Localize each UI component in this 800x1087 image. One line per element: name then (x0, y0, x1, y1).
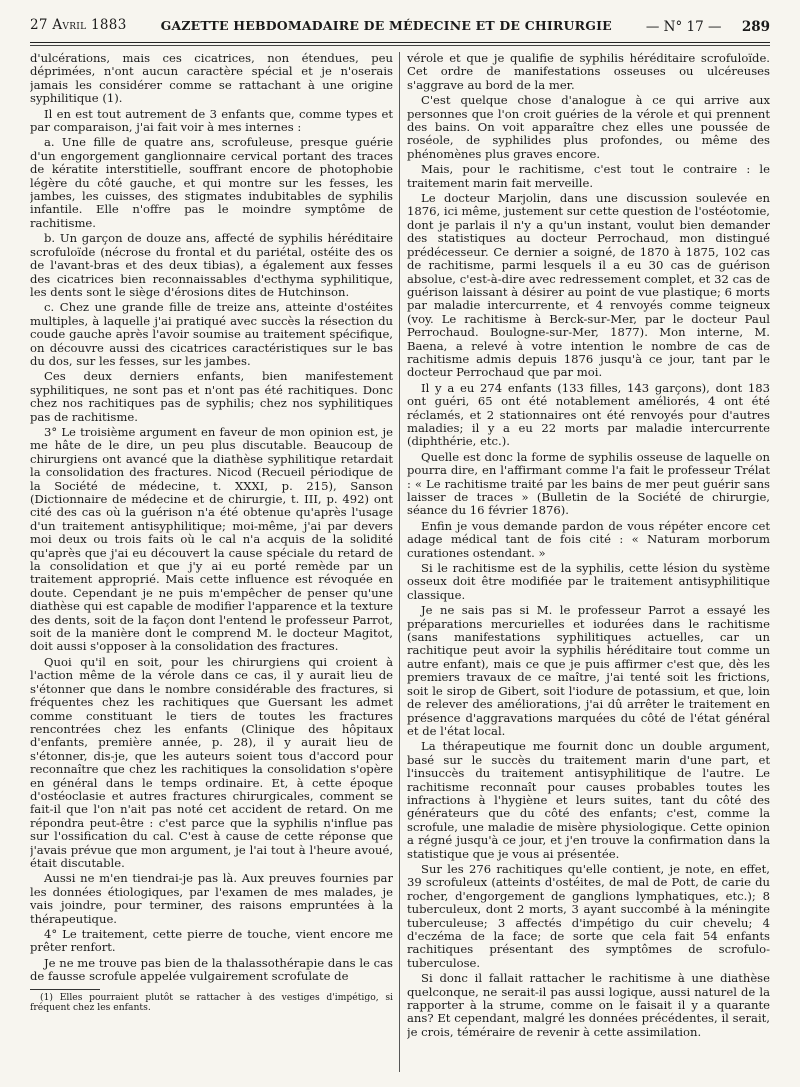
paragraph: Sur les 276 rachitiques qu'elle contient, je note, en effet, 39 scrofuleux (atteints d'ostéites, de mal de Pott, de carie du rocher, d'engorgement de ganglions lymphatiques, etc.); 8 tuberculeux, dont 2 morts, 3 ayant succombé à la méningite tuberculeuse; 3 affectés d'impétigo du cuir chevelu; 4 d'eczéma de la face; de sorte que cela fait 54 enfants rachitiques présentant des symptômes de scrofulo-tuberculose. (407, 861, 770, 970)
paragraph: Enfin je vous demande pardon de vous répéter encore cet adage médical tant de fois cité : « Naturam morborum curationes ostendant. » (407, 518, 770, 560)
left-column (30, 52, 393, 1077)
paragraph: a. Une fille de quatre ans, scrofuleuse, presque guérie d'un engorgement ganglionnaire cervical portant des traces de kératite interstitielle, souffrant encore de photophobie légère du côté gauche, et qui montre sur les fesses, les jambes, les cuisses, des stigmates indubitables de syphilis infantile. Elle n'offre pas le moindre symptôme de rachitisme. (30, 135, 393, 230)
paragraph: Si le rachitisme est de la syphilis, cette lésion du système osseux doit être modifiée par le traitement antisyphilitique classique. (407, 561, 770, 602)
footnote-rule (30, 989, 100, 990)
paragraph: La thérapeutique me fournit donc un double argument, basé sur le succès du traitement marin d'une part, et l'insuccès du traitement antisyphilitique de l'autre. Le rachitisme reconnaît pour causes probables toutes les infractions à l'hygiène et leurs suites, tant du côté des générateurs que du côté des enfants; c'est, comme la scrofule, une maladie de misère physiologique. Cette opinion a régné jusqu'à ce jour, et j'en trouve la confirmation dans la statistique que je vous ai présentée. (407, 739, 770, 861)
paragraph: Si donc il fallait rattacher le rachitisme à une diathèse quelconque, ne serait-il pas aussi logique, aussi naturel de la rapporter à la strume, comme on le faisait il y a quarante ans? Et cependant, malgré les données précédentes, il serait, je crois, téméraire de revenir à cette assimilation. (407, 971, 770, 1039)
paragraph: d'ulcérations, mais ces cicatrices, non étendues, peu déprimées, n'ont aucun caractère spécial et je n'oserais jamais les considérer comme se rattachant à une origine syphilitique (1). (30, 52, 393, 106)
issue-number: — N° 17 — (645, 18, 722, 35)
right-column (407, 52, 770, 1077)
paragraph: Ces deux derniers enfants, bien manifestement syphilitiques, ne sont pas et n'ont pas été rachitiques. Donc chez nos rachitiques pas de syphilis; chez nos syphilitiques pas de rachitisme. (30, 369, 393, 424)
paragraph: Il en est tout autrement de 3 enfants que, comme types et par comparaison, j'ai fait voir à mes internes : (30, 106, 393, 135)
paragraph: Mais, pour le rachitisme, c'est tout le contraire : le traitement marin fait merveille. (407, 162, 770, 190)
page-number: 289 (741, 18, 770, 35)
paragraph: Quoi qu'il en soit, pour les chirurgiens qui croient à l'action même de la vérole dans ce cas, il y aurait lieu de s'étonner que dans le nombre considérable des fractures, si fréquentes chez les rachitiques que Guersant les admet comme constituant le tiers de toutes les fractures rencontrées chez les enfants (Clinique des hôpitaux d'enfants, première année, p. 28), il y aurait lieu de s'étonner, dis-je, que les auteurs soient tous d'accord pour reconnaître que chez les rachitiques la consolidation s'opère en général dans le temps ordinaire. Et, à cette époque d'ostéoclasie et autres fractures chirurgicales, comment se fait-il que l'on n'ait pas noté cet accident de retard. On me répondra peut-être : c'est parce que la syphilis n'influe pas sur l'ossification du cal. C'est à cause de cette réponse que j'avais prévue que mon argument, je l'ai tout à l'heure avoué, était discutable. (30, 654, 393, 870)
column-divider (399, 52, 400, 1072)
paragraph: vérole et que je qualifie de syphilis héréditaire scrofuloïde. Cet ordre de manifestations osseuses ou ulcéreuses s'aggrave au bord de la mer. (407, 52, 770, 92)
date-day: 27 (30, 17, 48, 33)
paragraph: Je ne me trouve pas bien de la thalassothérapie dans le cas de fausse scrofule appelée vulgairement scrofulate de (30, 955, 393, 984)
paragraph: Il y a eu 274 enfants (133 filles, 143 garçons), dont 183 ont guéri, 65 ont été notablement améliorés, 4 ont été réclamés, et 2 stationnaires ont été renvoyés pour d'autres maladies; il y a eu 22 morts par maladie intercurrente (diphthérie, etc.). (407, 380, 770, 449)
page-header (30, 8, 770, 43)
date-month: Avril (52, 17, 87, 33)
footnote: (1) Elles pourraient plutôt se rattacher à des vestiges d'impétigo, si fréquent chez les enfants. (30, 991, 393, 1014)
paragraph: b. Un garçon de douze ans, affecté de syphilis héréditaire scrofuloïde (nécrose du frontal et du pariétal, ostéite des os de l'avant-bras et des deux tibias), a également aux fesses des cicatrices bien reconnaissables d'ecthyma syphilitique, les dents sont le siège d'érosions dites de Hutchinson. (30, 231, 393, 299)
header-rule (30, 45, 770, 46)
paragraph: Aussi ne m'en tiendrai-je pas là. Aux preuves fournies par les données étiologiques, par l'examen de mes malades, je vais joindre, pour terminer, des raisons empruntées à la thérapeutique. (30, 871, 393, 926)
paragraph: C'est quelque chose d'analogue à ce qui arrive aux personnes que l'on croit guéries de la vérole et qui prennent des bains. On voit apparaître chez elles une poussée de roséole, de syphilides plus profondes, ou même des phénomènes plus graves encore. (407, 93, 770, 161)
paragraph: 4° Le traitement, cette pierre de touche, vient encore me prêter renfort. (30, 927, 393, 955)
date-year: 1883 (91, 17, 127, 33)
journal-title: GAZETTE HEBDOMADAIRE DE MÉDECINE ET DE CHIRURGIE (160, 17, 612, 33)
issue-date (30, 17, 127, 33)
paragraph: Quelle est donc la forme de syphilis osseuse de laquelle on pourra dire, en l'affirmant comme l'a fait le professeur Trélat : « Le rachitisme traité par les bains de mer peut guérir sans laisser de traces » (Bulletin de la Société de chirurgie, séance du 16 février 1876). (407, 449, 770, 518)
paragraph: 3° Le troisième argument en faveur de mon opinion est, je me hâte de le dire, un peu plus discutable. Beaucoup de chirurgiens ont avancé que la diathèse syphilitique retardait la consolidation des fractures. Nicod (Recueil périodique de la Société de médecine, t. XXXI, p. 215), Sanson (Dictionnaire de médecine et de chirurgie, t. III, p. 492) ont cité des cas où la guérison n'a été obtenue qu'après l'usage d'un traitement antisyphilitique; moi-même, j'ai par devers moi deux ou trois faits où le cal n'a acquis de la solidité qu'après que j'ai eu découvert la cause spéciale du retard de la consolidation et que j'y ai eu porté remède par un traitement approprié. Mais cette influence est révoquée en doute. Cependant je ne puis m'empêcher de penser qu'une diathèse qui est capable de modifier l'apparence et la texture des dents, soit de la façon dont l'entend le professeur Parrot, soit de la manière dont le comprend M. le docteur Magitot, doit aussi s'opposer à la consolidation des fractures. (30, 424, 393, 654)
paragraph: Le docteur Marjolin, dans une discussion soulevée en 1876, ici même, justement sur cette question de l'ostéotomie, dont je parlais il n'y a qu'un instant, voulut bien demander des statistiques au docteur Perrochaud, mon distingué prédécesseur. Ce dernier a soigné, de 1870 à 1875, 102 cas de rachitisme, parmi lesquels il a eu 30 cas de guérison absolue, c'est-à-dire avec redressement complet, et 32 cas de guérison laissant à désirer au point de vue plastique; 6 morts par maladie intercurrente, et 4 renvoyés comme teigneux (voy. Le rachitisme à Berck-sur-Mer, par le docteur Paul Perrochaud. Boulogne-sur-Mer, 1877). Mon interne, M. Baena, a relevé à votre intention le nombre de cas de rachitisme admis depuis 1876 jusqu'à ce jour, tant par le docteur Perrochaud que par moi. (407, 191, 770, 380)
paragraph: Je ne sais pas si M. le professeur Parrot a essayé les préparations mercurielles et iodurées dans le rachitisme (sans manifestations syphilitiques actuelles, car un rachitique peut avoir la syphilis héréditaire tout comme un autre enfant), mais ce que je puis affirmer c'est que, dès les premiers travaux de ce maître, j'ai tenté soit les frictions, soit le sirop de Gibert, soit l'iodure de potassium, et que, loin de relever des améliorations, j'ai dû arrêter le traitement en présence d'aggravations marquées du côté de l'état général et de l'état local. (407, 603, 770, 738)
paragraph: c. Chez une grande fille de treize ans, atteinte d'ostéites multiples, à laquelle j'ai pratiqué avec succès la résection du coude gauche après l'avoir soumise au traitement spécifique, on découvre aussi des cicatrices caractéristiques sur le bas du dos, sur les fesses, sur les jambes. (30, 300, 393, 368)
